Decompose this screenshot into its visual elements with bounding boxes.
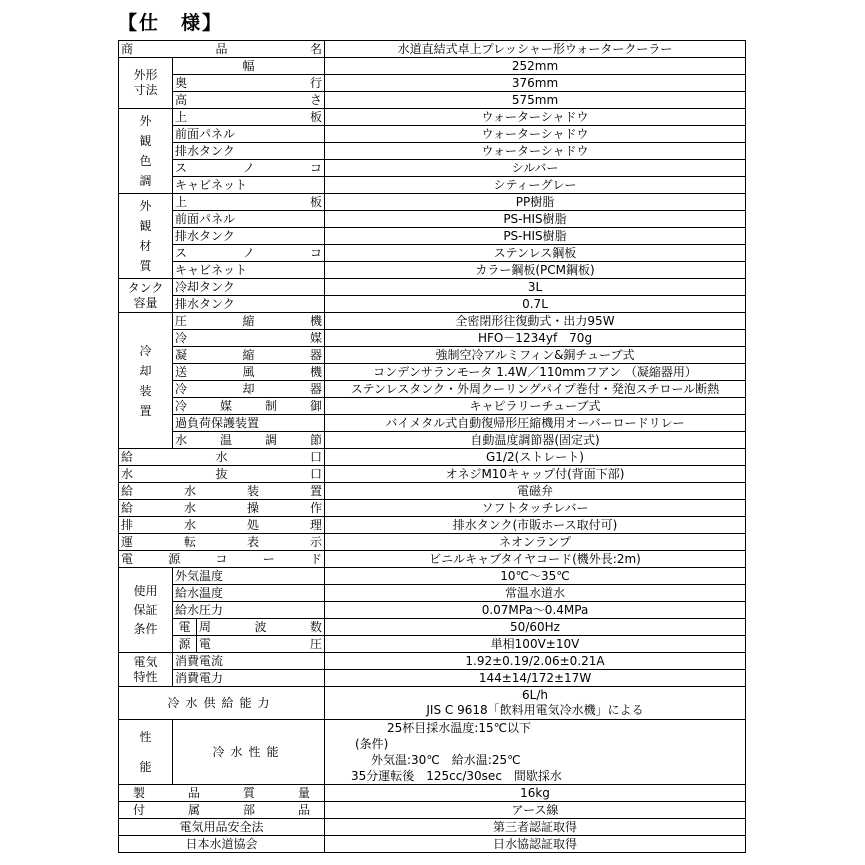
row-single	[119, 551, 746, 568]
group-char: 性	[139, 730, 152, 744]
label-cooling-device: 送風機	[173, 364, 325, 381]
label-single: 電源コード	[119, 551, 325, 568]
label-frequency: 周波数	[197, 619, 325, 636]
group-electrical-line: 電気	[133, 654, 158, 669]
row-tank-cooling	[119, 279, 746, 296]
spec-table	[118, 40, 746, 853]
row-single	[119, 500, 746, 517]
value-ambient-temp: 10℃～35℃	[325, 568, 746, 585]
value-weight: 16kg	[325, 785, 746, 802]
row-height	[119, 92, 746, 109]
performance-line: 外気温:30℃ 給水温:25℃	[371, 753, 521, 767]
row-single	[119, 534, 746, 551]
label-material: 前面パネル	[173, 211, 325, 228]
row-material	[119, 211, 746, 228]
value-cooling-tank: 3L	[325, 279, 746, 296]
row-condition-frequency	[119, 619, 746, 636]
value-current: 1.92±0.19/2.06±0.21A	[325, 653, 746, 670]
row-color	[119, 126, 746, 143]
value-single: 電磁弁	[325, 483, 746, 500]
label-color: 前面パネル	[173, 126, 325, 143]
value-material: PP樹脂	[325, 194, 746, 211]
label-accessory: 付属部品	[119, 802, 325, 819]
value-cooling-device: コンデンサランモータ 1.4W／110mmフアン （凝縮器用）	[325, 364, 746, 381]
value-cooling-device: HFO－1234yf 70g	[325, 330, 746, 347]
value-color: ウォーターシャドウ	[325, 143, 746, 160]
value-cooling-device: 強制空冷アルミフィン&銅チューブ式	[325, 347, 746, 364]
group-exterior-material	[119, 194, 173, 279]
row-cooling-device	[119, 330, 746, 347]
performance-line: 25杯目採水温度:15℃以下	[387, 721, 532, 735]
value-single: 排水タンク(市販ホース取付可)	[325, 517, 746, 534]
group-char: 質	[139, 259, 152, 273]
value-material: PS-HIS樹脂	[325, 228, 746, 245]
label-material: スノコ	[173, 245, 325, 262]
row-color	[119, 177, 746, 194]
value-product-name: 水道直結式卓上プレッシャー形ウォータークーラー	[325, 41, 746, 58]
label-material: キャビネット	[173, 262, 325, 279]
group-tank-line: 容量	[133, 295, 158, 310]
group-char: 色	[139, 154, 152, 168]
group-tank-capacity	[119, 279, 173, 313]
row-weight	[119, 785, 746, 802]
value-color: シルバー	[325, 160, 746, 177]
label-ambient-temp: 外気温度	[173, 568, 325, 585]
label-single: 運転表示	[119, 534, 325, 551]
row-electrical-power	[119, 670, 746, 687]
row-safety-law	[119, 819, 746, 836]
value-safety-law: 第三者認証取得	[325, 819, 746, 836]
label-cooling-device: 凝縮器	[173, 347, 325, 364]
label-color: 上板	[173, 109, 325, 126]
row-material	[119, 262, 746, 279]
value-supply-temp: 常温水道水	[325, 585, 746, 602]
group-char: 観	[139, 134, 152, 148]
group-char: 観	[139, 219, 152, 233]
value-single: ソフトタッチレバー	[325, 500, 746, 517]
value-material: PS-HIS樹脂	[325, 211, 746, 228]
label-cooling-device: 過負荷保護装置	[173, 415, 325, 432]
row-cooling-device	[119, 313, 746, 330]
value-cooling-device: キャピラリーチューブ式	[325, 398, 746, 415]
row-color	[119, 109, 746, 126]
value-height: 575mm	[325, 92, 746, 109]
row-material	[119, 228, 746, 245]
label-height: 高さ	[173, 92, 325, 109]
label-current: 消費電流	[173, 653, 325, 670]
performance-line: 35分運転後 125cc/30sec 間歇採水	[351, 769, 562, 783]
page-title: 【仕 様】	[118, 12, 224, 34]
power-group-char: 電	[173, 619, 197, 636]
row-condition-ambient	[119, 568, 746, 585]
group-performance	[119, 720, 173, 785]
label-single: 給水口	[119, 449, 325, 466]
value-single: オネジM10キャップ付(背面下部)	[325, 466, 746, 483]
label-color: スノコ	[173, 160, 325, 177]
label-performance: 冷水性能	[173, 720, 325, 785]
row-material	[119, 245, 746, 262]
label-drain-tank: 排水タンク	[173, 296, 325, 313]
row-single	[119, 466, 746, 483]
label-color: 排水タンク	[173, 143, 325, 160]
label-supply-pressure: 給水圧力	[173, 602, 325, 619]
label-single: 排水処理	[119, 517, 325, 534]
group-char: 外	[139, 199, 152, 213]
value-single: ネオンランプ	[325, 534, 746, 551]
label-product-name: 商品名	[119, 41, 325, 58]
value-single: ビニルキャブタイヤコード(機外長:2m)	[325, 551, 746, 568]
row-depth	[119, 75, 746, 92]
label-single: 給水操作	[119, 500, 325, 517]
label-depth: 奥行	[173, 75, 325, 92]
group-char: 調	[139, 174, 152, 188]
row-water-assoc	[119, 836, 746, 853]
value-cooling-device: 全密閉形往復動式・出力95W	[325, 313, 746, 330]
row-single	[119, 449, 746, 466]
label-cooling-device: 水温調節	[173, 432, 325, 449]
value-material: ステンレス鋼板	[325, 245, 746, 262]
group-char: 冷	[139, 343, 152, 358]
value-color: シティーグレー	[325, 177, 746, 194]
value-voltage: 単相100V±10V	[325, 636, 746, 653]
supply-capacity-line: JIS C 9618「飲料用電気冷水機」による	[426, 703, 644, 717]
row-cooling-device	[119, 364, 746, 381]
row-cooling-device	[119, 347, 746, 364]
label-weight: 製品質量	[119, 785, 325, 802]
supply-capacity-line: 6L/h	[522, 688, 548, 702]
group-electrical	[119, 653, 173, 687]
group-dimensions	[119, 58, 173, 109]
row-condition-voltage	[119, 636, 746, 653]
label-cooling-tank: 冷却タンク	[173, 279, 325, 296]
value-color: ウォーターシャドウ	[325, 126, 746, 143]
value-cooling-device: 自動温度調節器(固定式)	[325, 432, 746, 449]
value-cooling-device: ステンレスタンク・外周クーリングパイプ巻付・発泡スチロール断熱	[325, 381, 746, 398]
value-depth: 376mm	[325, 75, 746, 92]
value-performance	[325, 720, 746, 785]
row-product-name	[119, 41, 746, 58]
group-dimensions-line: 外形	[133, 68, 158, 82]
label-water-assoc: 日本水道協会	[119, 836, 325, 853]
group-char: 外	[139, 114, 152, 128]
group-dimensions-line: 寸法	[133, 83, 158, 97]
value-power: 144±14/172±17W	[325, 670, 746, 687]
group-cooling-device	[119, 313, 173, 449]
row-material	[119, 194, 746, 211]
row-cooling-device	[119, 415, 746, 432]
group-char: 能	[139, 760, 152, 774]
row-single	[119, 483, 746, 500]
power-group-char: 源	[173, 636, 197, 653]
label-color: キャビネット	[173, 177, 325, 194]
label-voltage: 電圧	[197, 636, 325, 653]
row-condition-supply-pressure	[119, 602, 746, 619]
row-single	[119, 517, 746, 534]
row-cooling-device	[119, 381, 746, 398]
value-single: G1/2(ストレート)	[325, 449, 746, 466]
label-material: 排水タンク	[173, 228, 325, 245]
value-accessory: アース線	[325, 802, 746, 819]
value-color: ウォーターシャドウ	[325, 109, 746, 126]
group-conditions-line: 使用	[133, 583, 158, 598]
performance-line: (条件)	[355, 737, 389, 751]
value-drain-tank: 0.7L	[325, 296, 746, 313]
label-single: 水抜口	[119, 466, 325, 483]
row-tank-drain	[119, 296, 746, 313]
group-char: 却	[139, 363, 152, 378]
group-char: 置	[139, 403, 152, 418]
row-condition-supply-temp	[119, 585, 746, 602]
label-supply-capacity: 冷水供給能力	[119, 687, 325, 720]
row-color	[119, 160, 746, 177]
group-conditions-line: 保証	[133, 602, 158, 617]
row-supply-capacity	[119, 687, 746, 720]
row-cooling-device	[119, 398, 746, 415]
label-safety-law: 電気用品安全法	[119, 819, 325, 836]
value-width: 252mm	[325, 58, 746, 75]
group-tank-line: タンク	[127, 280, 164, 295]
label-cooling-device: 冷媒制御	[173, 398, 325, 415]
label-cooling-device: 冷媒	[173, 330, 325, 347]
row-accessory	[119, 802, 746, 819]
label-cooling-device: 圧縮機	[173, 313, 325, 330]
value-water-assoc: 日水協認証取得	[325, 836, 746, 853]
row-performance	[119, 720, 746, 785]
label-cooling-device: 冷却器	[173, 381, 325, 398]
value-frequency: 50/60Hz	[325, 619, 746, 636]
value-supply-capacity	[325, 687, 746, 720]
row-electrical-current	[119, 653, 746, 670]
label-supply-temp: 給水温度	[173, 585, 325, 602]
group-conditions-line: 条件	[133, 621, 158, 636]
group-exterior-color	[119, 109, 173, 194]
label-power: 消費電力	[173, 670, 325, 687]
value-supply-pressure: 0.07MPa～0.4MPa	[325, 602, 746, 619]
label-material: 上板	[173, 194, 325, 211]
group-usage-conditions	[119, 568, 173, 653]
value-material: カラー鋼板(PCM鋼板)	[325, 262, 746, 279]
value-cooling-device: バイメタル式自動復帰形圧縮機用オーバーロードリレー	[325, 415, 746, 432]
group-char: 材	[139, 239, 152, 253]
label-single: 給水装置	[119, 483, 325, 500]
row-cooling-device	[119, 432, 746, 449]
row-width	[119, 58, 746, 75]
label-width: 幅	[173, 58, 325, 75]
group-electrical-line: 特性	[133, 669, 158, 684]
row-color	[119, 143, 746, 160]
group-char: 装	[139, 383, 152, 398]
